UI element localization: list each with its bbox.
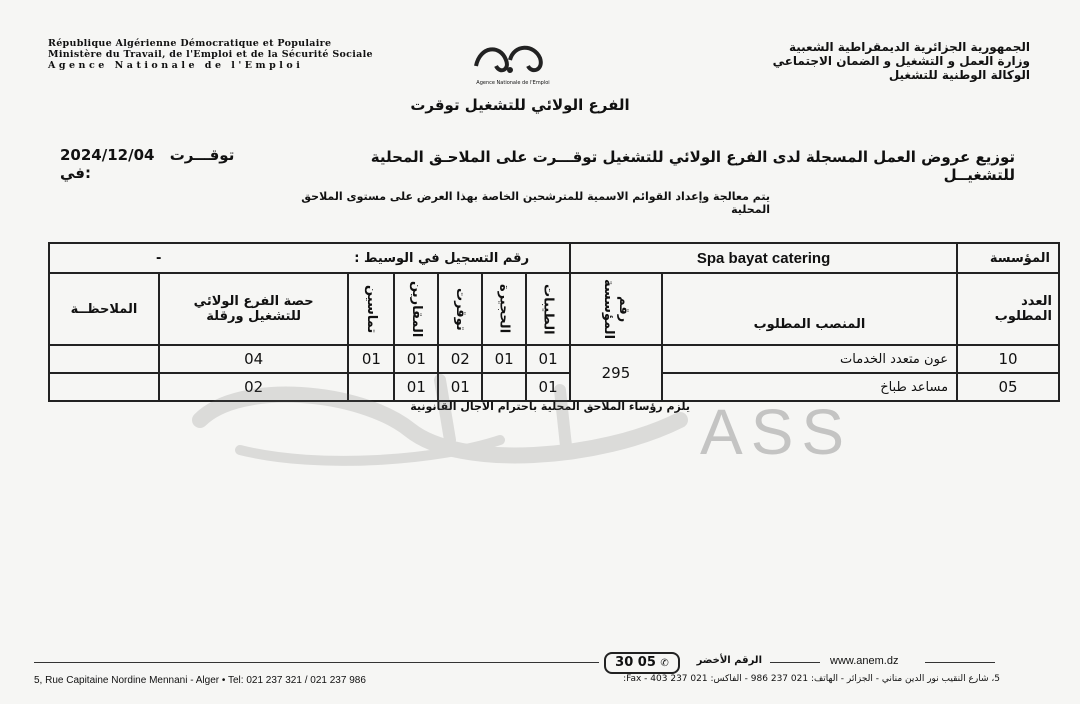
header-fr bbox=[48, 38, 448, 71]
col-hajira-cell bbox=[482, 273, 526, 345]
header-ar bbox=[620, 40, 1030, 82]
col-taibat-cell bbox=[526, 273, 570, 345]
row2-count: 05 bbox=[957, 373, 1059, 401]
header-ar-line-3: الوكالة الوطنية للتشغيل bbox=[888, 68, 1030, 82]
org-label-cell: المؤسسة bbox=[957, 243, 1059, 273]
col-touggourt-cell bbox=[438, 273, 482, 345]
org-number: 295 bbox=[570, 345, 662, 401]
registration-cell bbox=[49, 243, 570, 273]
row2-share: 02 bbox=[159, 373, 349, 401]
col-temacine-cell bbox=[348, 273, 394, 345]
row1-taibat: 01 bbox=[526, 345, 570, 373]
row1-temacine: 01 bbox=[348, 345, 394, 373]
header-fr-line-1: République Algérienne Démocratique et Populaire bbox=[48, 38, 332, 49]
footer-address-fr: 5, Rue Capitaine Nordine Mennani - Alger • Tel: 021 237 321 / 021 237 986 bbox=[34, 675, 366, 686]
row1-hajira: 01 bbox=[482, 345, 526, 373]
row2-notes bbox=[49, 373, 159, 401]
table-header-row-2 bbox=[49, 273, 1059, 345]
col-count: العدد المطلوب bbox=[957, 273, 1059, 345]
green-number-label: الرقم الأخضر bbox=[696, 655, 762, 666]
row1-share: 04 bbox=[159, 345, 349, 373]
header-ar-line-2: وزارة العمل و التشغيل و الضمان الاجتماعي bbox=[772, 54, 1030, 68]
date-label: توقـــرت في: bbox=[60, 146, 235, 182]
col-megarine: المقارين bbox=[408, 280, 424, 338]
row2-taibat: 01 bbox=[526, 373, 570, 401]
logo-caption: Agence Nationale de l'Emploi bbox=[476, 80, 550, 86]
branch-title: الفرع الولائي للتشغيل توقرت bbox=[410, 96, 630, 114]
row2-position: مساعد طباخ bbox=[662, 373, 957, 401]
footer-address-ar: 5، شارع النقيب نور الدين مناني - الجزائر - الهاتف: 021 237 986 - الفاكس: 021 237 403 - Fax: bbox=[623, 674, 1000, 684]
watermark-text: ASS bbox=[700, 396, 853, 468]
col-org-number-cell bbox=[570, 273, 662, 345]
row2-megarine: 01 bbox=[394, 373, 438, 401]
row2-touggourt: 01 bbox=[438, 373, 482, 401]
col-notes: الملاحظــة bbox=[49, 273, 159, 345]
header-fr-line-2: Ministère du Travail, de l'Emploi et de la Sécurité Sociale bbox=[48, 49, 373, 60]
col-position: المنصب المطلوب bbox=[662, 273, 957, 345]
footer-line-right bbox=[925, 662, 995, 663]
website-link[interactable]: www.anem.dz bbox=[830, 655, 899, 667]
col-hajira: الحجيرة bbox=[496, 284, 512, 334]
table-header-row-1 bbox=[49, 243, 1059, 273]
col-org-number: رقم المؤسسة bbox=[600, 279, 631, 340]
row1-notes bbox=[49, 345, 159, 373]
row1-touggourt: 02 bbox=[438, 345, 482, 373]
green-number: 30 05 bbox=[615, 655, 656, 670]
registration-value: - bbox=[156, 251, 162, 266]
org-name-cell: Spa bayat catering bbox=[570, 243, 957, 273]
col-megarine-cell bbox=[394, 273, 438, 345]
main-title: توزيع عروض العمل المسجلة لدى الفرع الولائي للتشغيل توقـــرت على الملاحـق المحلية للتشغيــل bbox=[370, 148, 1015, 184]
date-value: 2024/12/04 bbox=[60, 146, 155, 164]
date-block bbox=[60, 146, 260, 182]
green-number-badge bbox=[604, 652, 680, 674]
footer-line-left bbox=[34, 662, 599, 663]
col-touggourt: توقرت bbox=[452, 287, 468, 331]
row1-position: عون متعدد الخدمات bbox=[662, 345, 957, 373]
header-fr-line-3: Agence Nationale de l'Emploi bbox=[48, 60, 304, 71]
footer-line-mid bbox=[770, 662, 820, 663]
watermark-logo bbox=[180, 360, 980, 480]
col-share: حصة الفرع الولائي للتشغيل ورقلة bbox=[159, 273, 349, 345]
row1-count: 10 bbox=[957, 345, 1059, 373]
row1-megarine: 01 bbox=[394, 345, 438, 373]
phone-icon: ✆ bbox=[660, 658, 669, 669]
col-temacine: تماسين bbox=[363, 284, 379, 334]
subtitle: يتم معالجة وإعداد القوائم الاسمية للمترشحين الخاصة بهذا العرض على مستوى الملاحق المحلية bbox=[301, 190, 770, 216]
col-taibat: الطيبات bbox=[540, 283, 556, 335]
header-ar-line-1: الجمهورية الجزائرية الديمقراطية الشعبية bbox=[788, 40, 1030, 54]
registration-label: رقم التسجيل في الوسيط : bbox=[354, 251, 530, 266]
legal-deadline-note: يلزم رؤساء الملاحق المحلية باحترام الآجال القانونية bbox=[410, 400, 690, 413]
